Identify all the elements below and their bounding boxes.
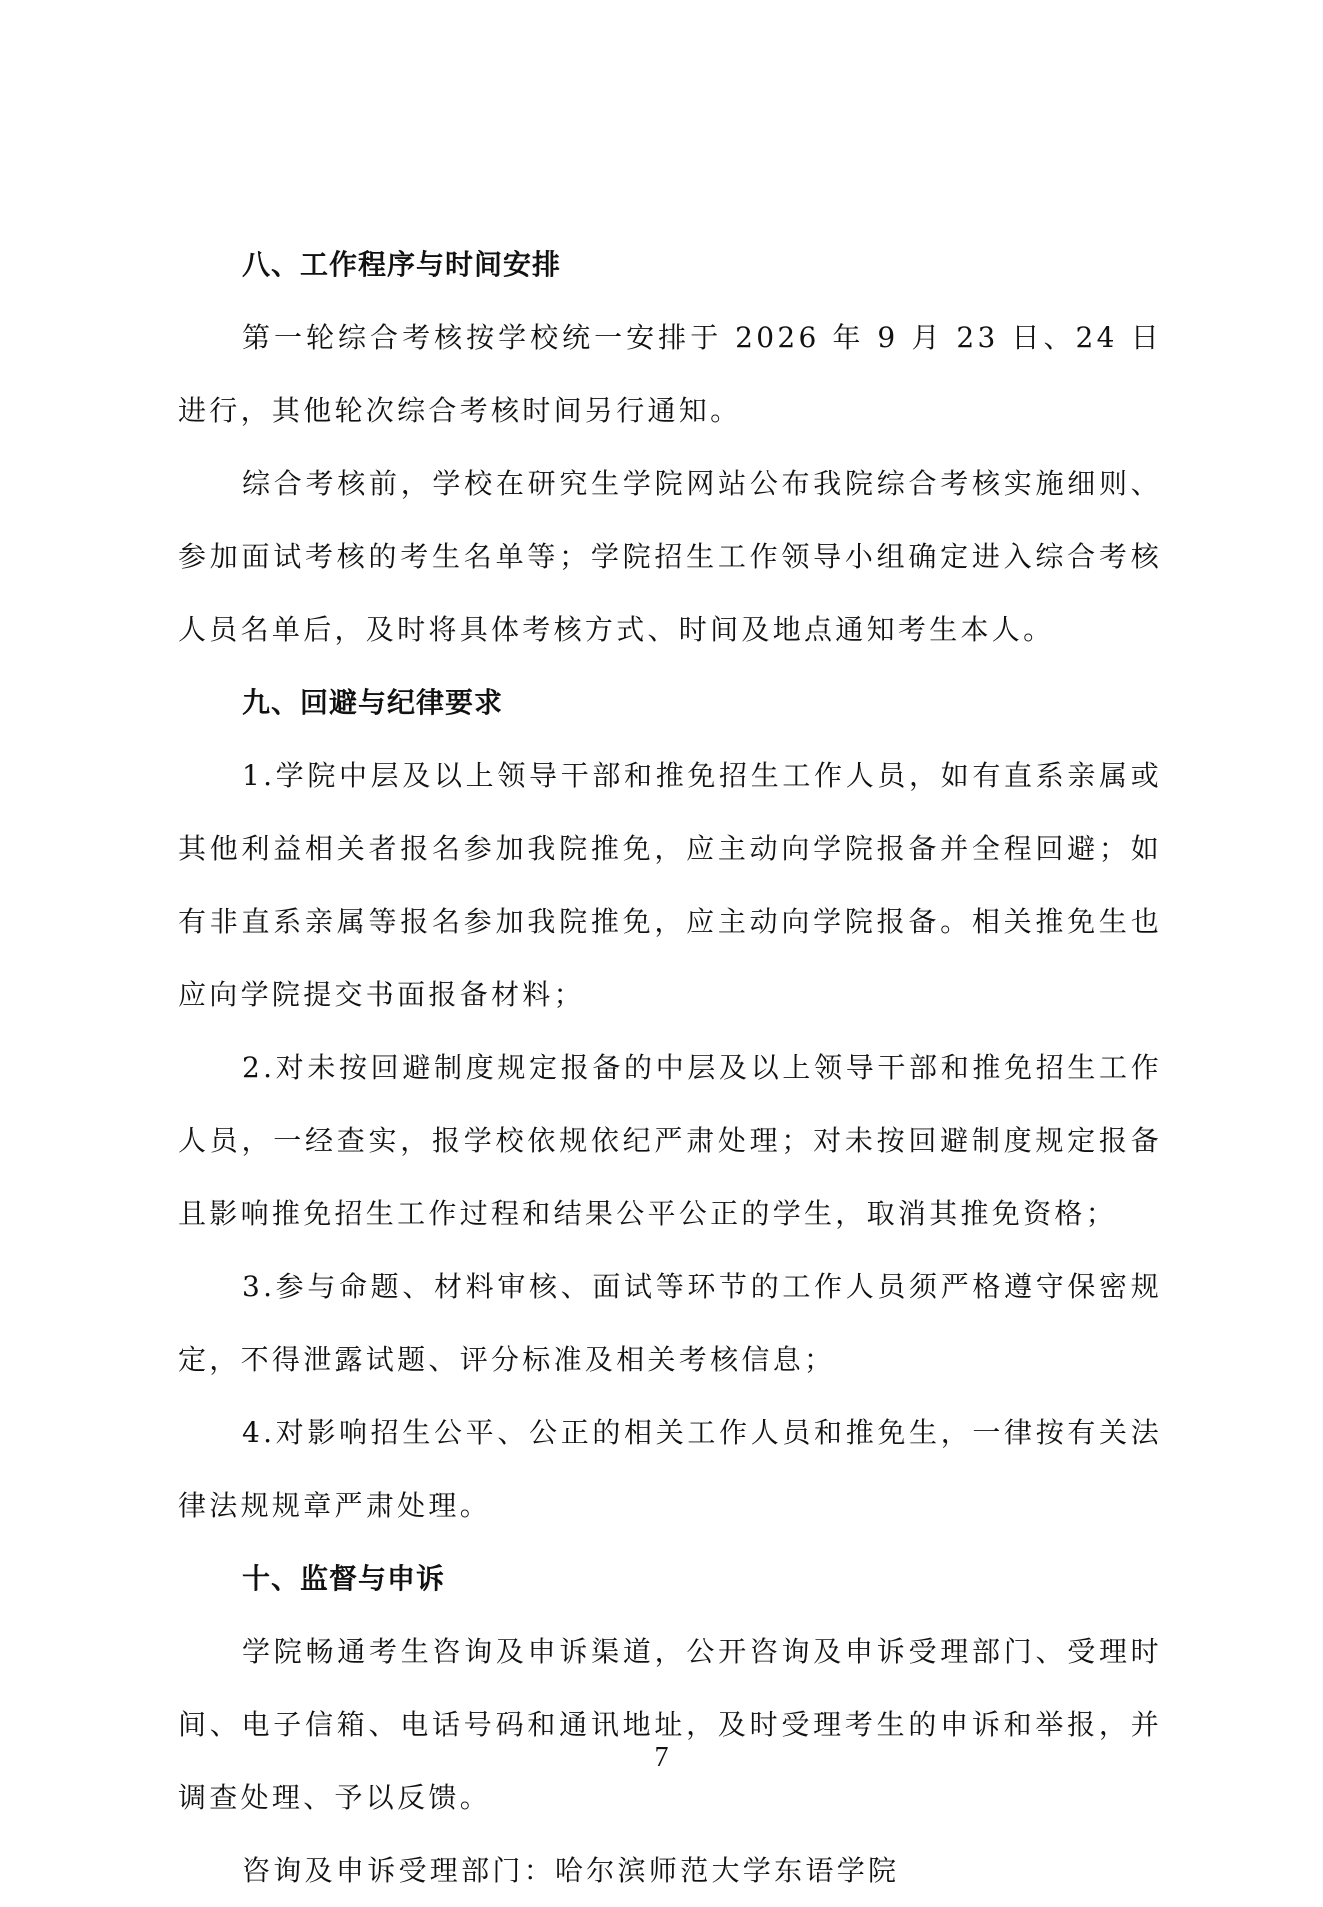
paragraph-appeal-channels: 学院畅通考生咨询及申诉渠道，公开咨询及申诉受理部门、受理时间、电子信箱、电话号码和通讯地址，及时受理考生的申诉和举报，并调查处理、予以反馈。: [178, 1635, 1162, 1814]
paragraph-pre-assessment: 综合考核前，学校在研究生学院网站公布我院综合考核实施细则、参加面试考核的考生名单等；学院招生工作领导小组确定进入综合考核人员名单后，及时将具体考核方式、时间及地点通知考生本人。: [178, 467, 1162, 646]
paragraph-appeal-department: 咨询及申诉受理部门：哈尔滨师范大学东语学院: [242, 1854, 900, 1887]
paragraph-rule-4: 4.对影响招生公平、公正的相关工作人员和推免生，一律按有关法律法规规章严肃处理。: [178, 1416, 1162, 1522]
paragraph-rule-3: 3.参与命题、材料审核、面试等环节的工作人员须严格遵守保密规定，不得泄露试题、评分标准及相关考核信息；: [178, 1270, 1162, 1376]
section-heading-procedure: 八、工作程序与时间安排: [242, 248, 562, 281]
section-heading-discipline: 九、回避与纪律要求: [242, 686, 504, 719]
section-heading-supervision: 十、监督与申诉: [242, 1562, 446, 1595]
paragraph-schedule: 第一轮综合考核按学校统一安排于 2026 年 9 月 23 日、24 日进行，其他轮次综合考核时间另行通知。: [178, 321, 1162, 427]
paragraph-rule-1: 1.学院中层及以上领导干部和推免招生工作人员，如有直系亲属或其他利益相关者报名参加我院推免，应主动向学院报备并全程回避；如有非直系亲属等报名参加我院推免，应主动向学院报备。相关推免生也应向学院提交书面报备材料；: [178, 759, 1162, 1011]
paragraph-rule-2: 2.对未按回避制度规定报备的中层及以上领导干部和推免招生工作人员，一经查实，报学校依规依纪严肃处理；对未按回避制度规定报备且影响推免招生工作过程和结果公平公正的学生，取消其推免资格；: [178, 1051, 1162, 1230]
document-body: [178, 228, 1162, 1907]
page-number: 7: [654, 1742, 669, 1773]
